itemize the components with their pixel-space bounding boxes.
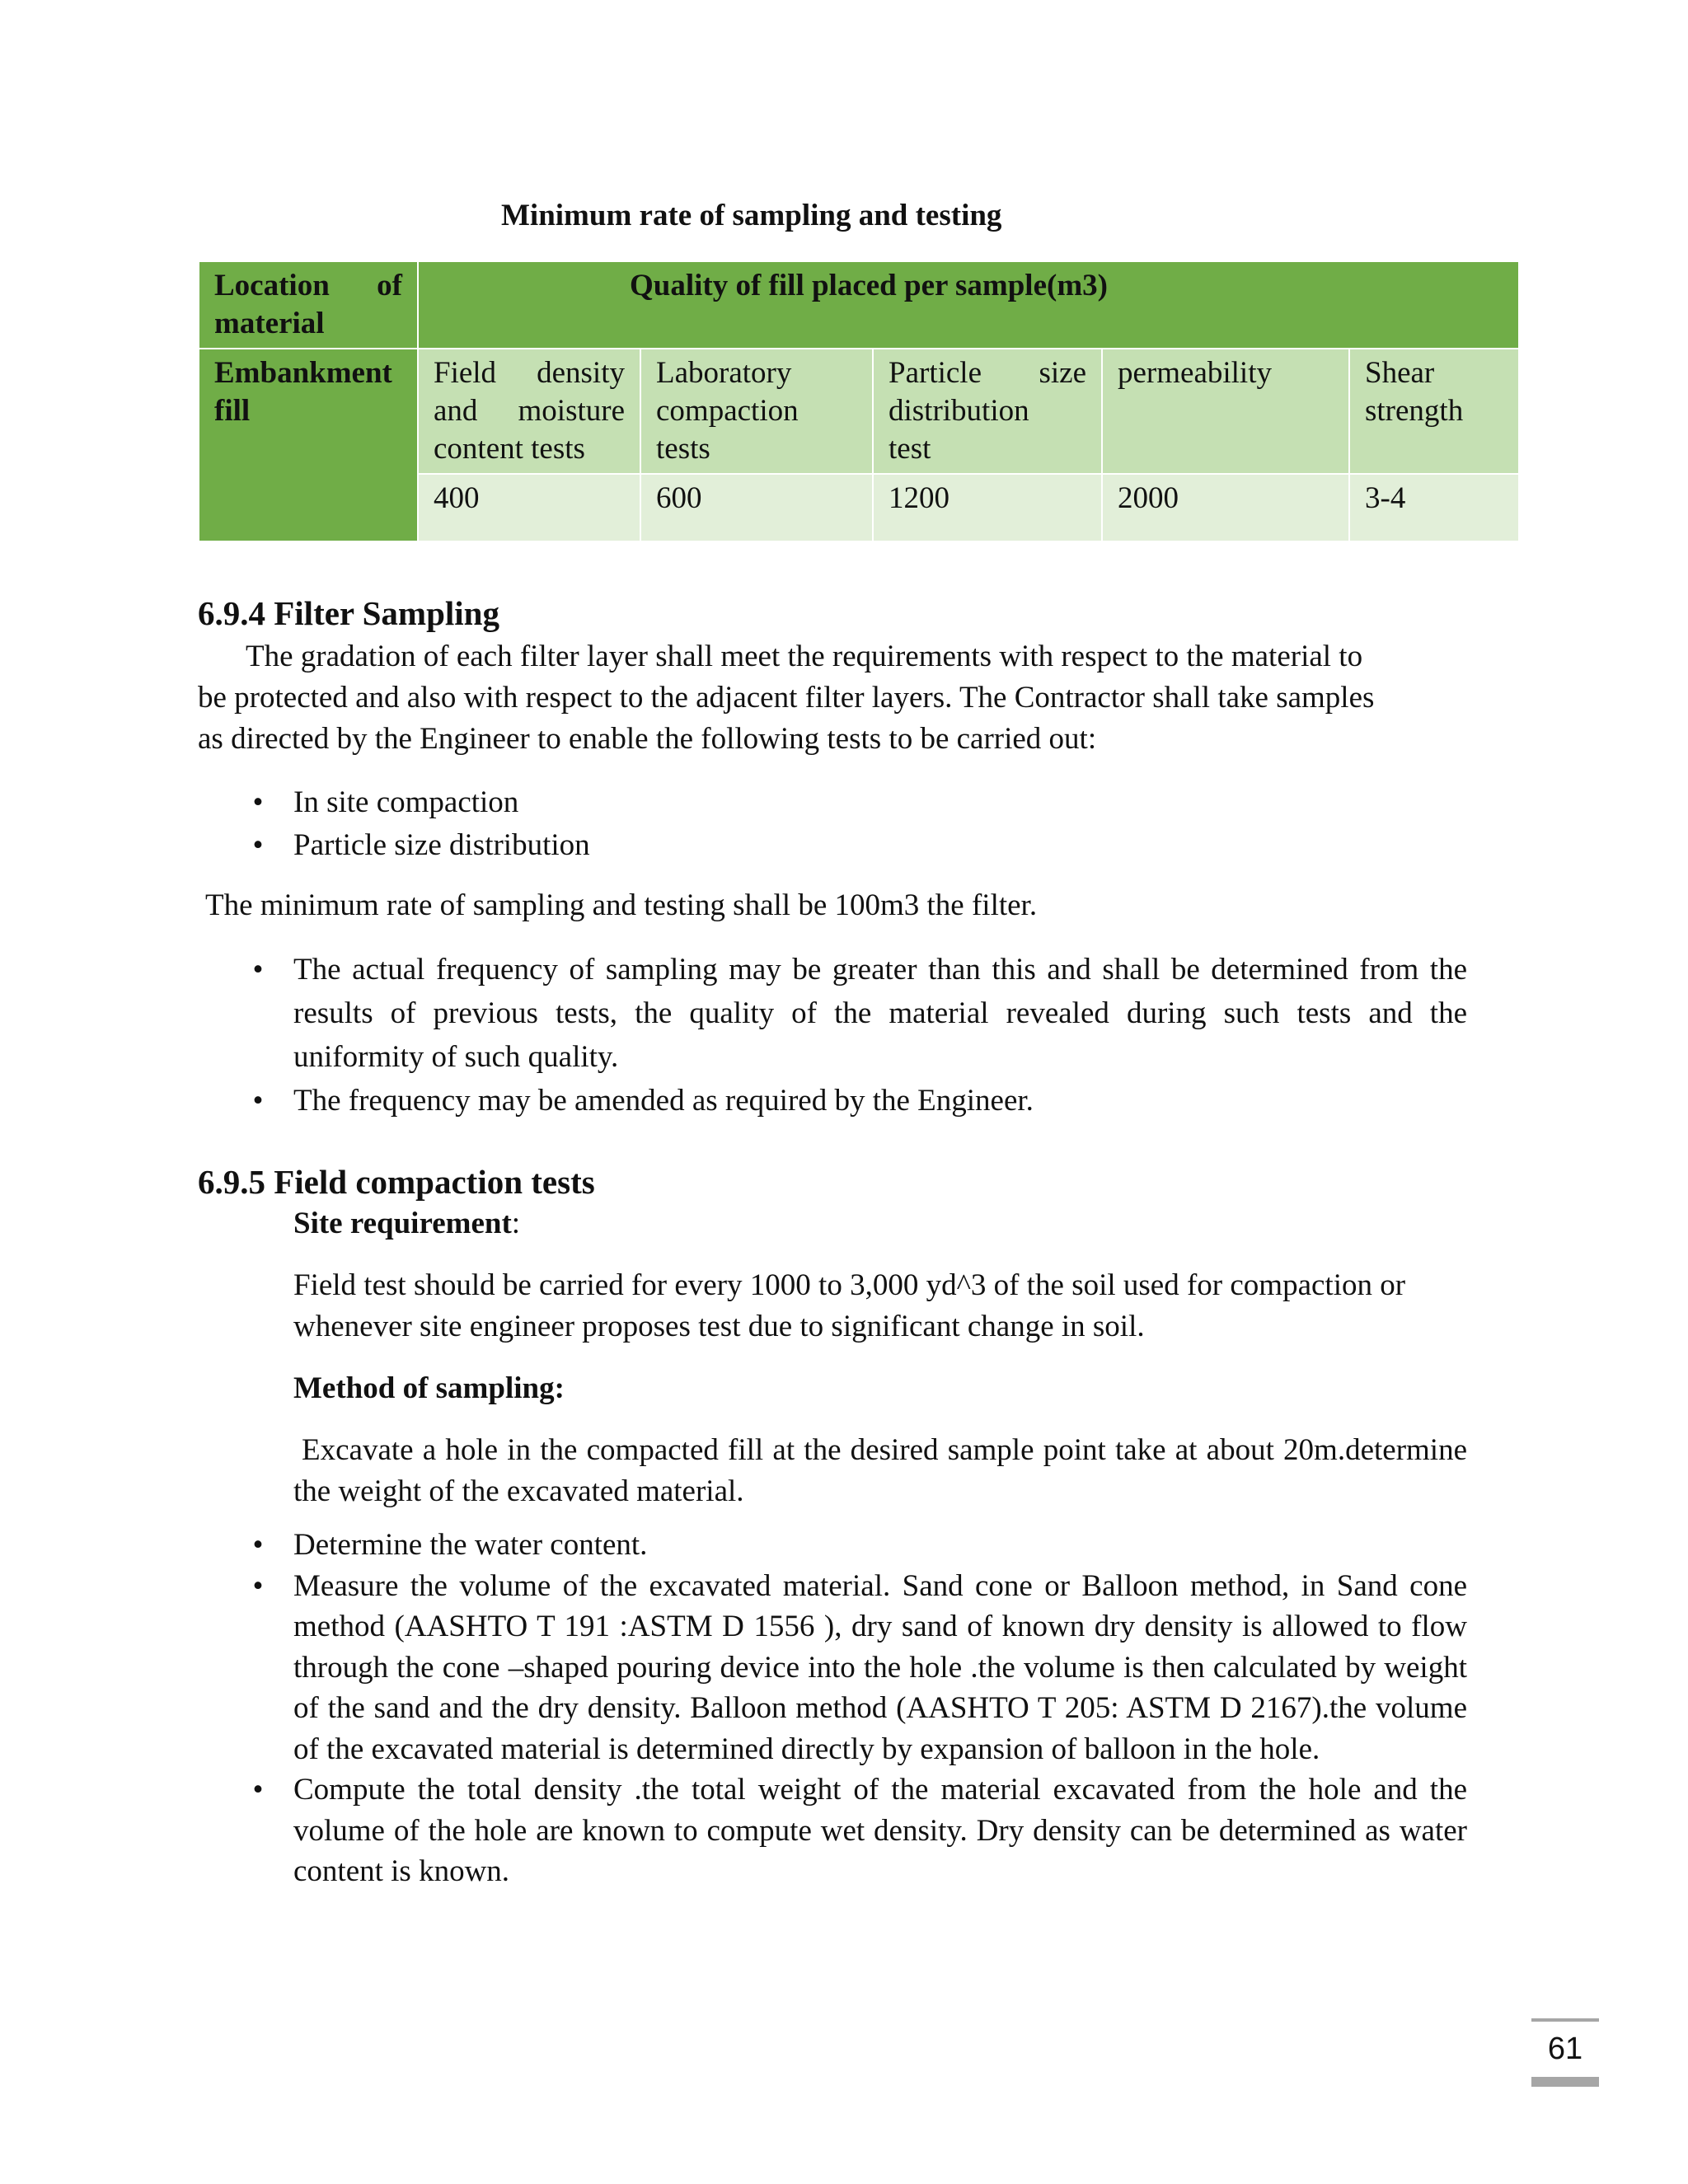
list-item-text: Determine the water content. [293, 1528, 648, 1562]
header-quality-text: Quality of fill placed per sample(m3) [630, 269, 1108, 302]
test-name-cell [873, 349, 1102, 474]
bullet-icon: • [252, 1568, 264, 1603]
site-requirement-label-line [293, 1203, 1467, 1244]
test-name-line: and moisture [434, 394, 625, 428]
test-name-line: strength [1365, 394, 1464, 428]
min-rate-sentence: The minimum rate of sampling and testing shall be 100m3 the filter. [205, 888, 1038, 922]
test-name-cell [418, 349, 640, 474]
list-item [198, 781, 1467, 824]
test-name-line: content tests [434, 432, 585, 466]
header-quality-cell [418, 261, 1519, 349]
header-location-line2: material [214, 307, 325, 340]
filter-intro-line: as directed by the Engineer to enable the following tests to be carried out: [198, 722, 1097, 756]
test-name-line: test [889, 432, 931, 466]
test-value-cell: 400 [418, 474, 640, 541]
page-number-rule-bottom [1531, 2077, 1599, 2087]
bullet-icon: • [252, 828, 264, 862]
list-item [198, 824, 1467, 867]
bullet-icon: • [252, 953, 264, 987]
site-requirement-colon: : [511, 1207, 521, 1240]
test-name-line: Particle size [889, 356, 1086, 390]
filter-notes-list [198, 948, 1467, 1122]
method-of-sampling-text: Excavate a hole in the compacted fill at the desired sample point take at about 20m.determine the weight of the excavated material. [293, 1433, 1467, 1508]
list-item-text: The actual frequency of sampling may be greater than this and shall be determined from the results of previous tests, the quality of the material revealed during such tests and the uniformity of such quality. [293, 953, 1467, 1074]
bullet-icon: • [252, 1773, 264, 1807]
test-name-line: compaction [656, 394, 799, 428]
section-heading-filter-sampling: 6.9.4 Filter Sampling [198, 594, 499, 632]
bullet-icon: • [252, 1084, 264, 1118]
list-item [198, 1525, 1467, 1566]
page-number: 61 [1547, 2032, 1583, 2066]
list-item [198, 1769, 1467, 1892]
test-value-cell: 2000 [1102, 474, 1349, 541]
method-of-sampling-label: Method of sampling: [293, 1371, 565, 1405]
test-name-cell [1349, 349, 1519, 474]
list-item [198, 948, 1467, 1079]
list-item [198, 1566, 1467, 1770]
test-name-line: Shear [1365, 356, 1435, 390]
test-name-cell [640, 349, 873, 474]
test-value-cell: 1200 [873, 474, 1102, 541]
test-name-line: Field density [434, 356, 625, 390]
filter-intro-line: be protected and also with respect to the adjacent filter layers. The Contractor shall take samples [198, 681, 1375, 715]
list-item-text: Particle size distribution [293, 828, 590, 862]
table-caption: Minimum rate of sampling and testing [501, 199, 1002, 232]
list-item-text: The frequency may be amended as required by the Engineer. [293, 1084, 1034, 1118]
section-heading-field-compaction: 6.9.5 Field compaction tests [198, 1163, 595, 1201]
bullet-icon: • [252, 1528, 264, 1562]
test-name-line: tests [656, 432, 710, 466]
filter-intro-paragraph [198, 636, 1533, 760]
test-name-line: Laboratory [656, 356, 792, 390]
site-requirement-label: Site requirement [293, 1207, 512, 1240]
filter-intro-line: The gradation of each filter layer shall meet the requirements with respect to the material to [246, 640, 1363, 673]
list-item-text: Measure the volume of the excavated material. Sand cone or Balloon method, in Sand cone method (AASHTO T 191 :ASTM D 1556 ), dry sand of known dry density is allowed to flow through the cone –shaped pouring device into the hole .the volume is then calculated by weight of the sand and the dry density. Balloon method (AASHTO T 205: ASTM D 2167).the volume of the excavated material is determined directly by expansion of balloon in the hole. [293, 1568, 1467, 1766]
page-number-rule-top [1531, 2018, 1599, 2022]
test-value-cell: 3-4 [1349, 474, 1519, 541]
filter-tests-list [198, 781, 1467, 867]
test-value-cell: 600 [640, 474, 873, 541]
list-item-text: In site compaction [293, 785, 519, 819]
sampling-rate-table [198, 260, 1520, 542]
table-header-row [199, 261, 1519, 349]
test-name-line: distribution [889, 394, 1029, 428]
row-label-cell [199, 349, 418, 541]
field-test-steps-list [198, 1525, 1467, 1892]
test-name-cell [1102, 349, 1349, 474]
row-label-line2: fill [214, 394, 251, 428]
list-item [198, 1079, 1467, 1122]
table-row-test-names [199, 349, 1519, 474]
site-requirement-text: Field test should be carried for every 1000 to 3,000 yd^3 of the soil used for compaction or whenever site engineer proposes test due to significant change in soil. [293, 1268, 1406, 1343]
header-location-line1: Location of [214, 269, 402, 302]
header-location-cell [199, 261, 418, 349]
row-label-line1: Embankment [214, 356, 392, 390]
bullet-icon: • [252, 785, 264, 819]
test-name-line: permeability [1118, 356, 1272, 390]
list-item-text: Compute the total density .the total weight of the material excavated from the hole and the volume of the hole are known to compute wet density. Dry density can be determined as water content is known. [293, 1773, 1467, 1888]
